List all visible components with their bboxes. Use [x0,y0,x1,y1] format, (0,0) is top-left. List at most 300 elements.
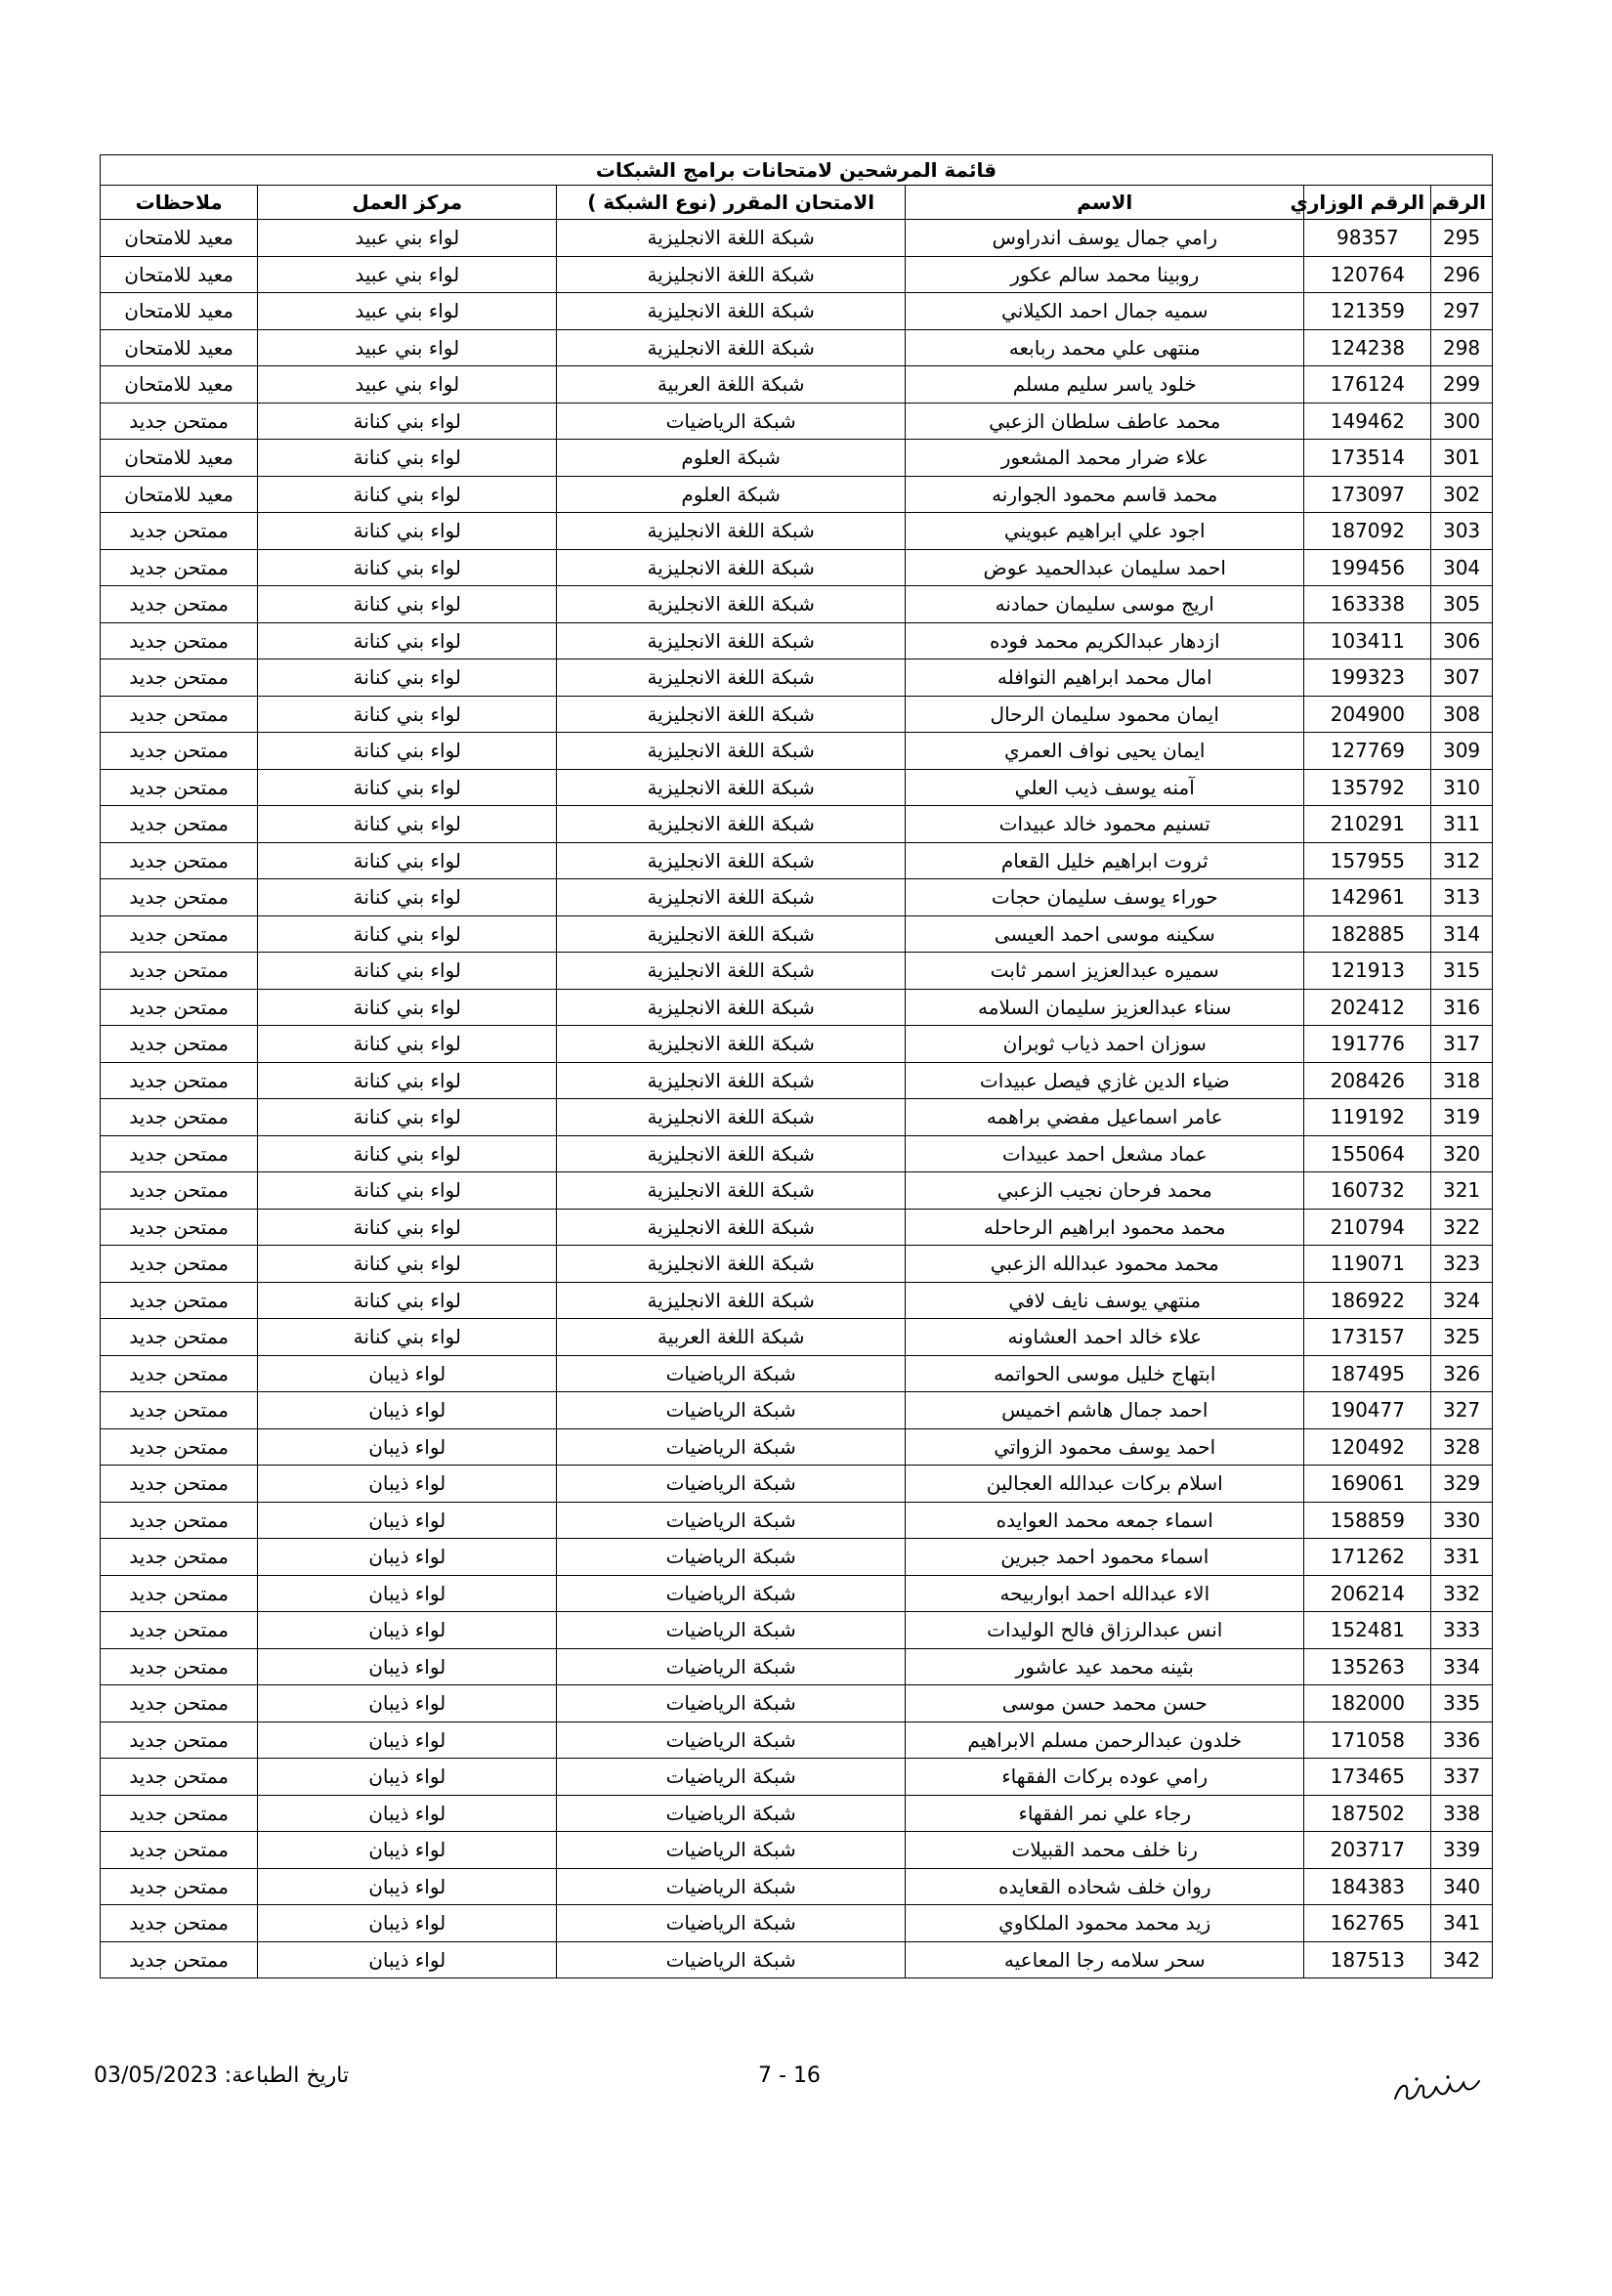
work-center: لواء بني عبيد [258,366,557,404]
candidate-name: حسن محمد حسن موسى [906,1685,1304,1722]
ministry-id: 135263 [1304,1648,1431,1685]
row-note: ممتحن جديد [101,879,258,916]
ministry-id: 186922 [1304,1282,1431,1319]
column-header-name: الاسم [906,186,1304,220]
candidate-name: رجاء علي نمر الفقهاء [906,1795,1304,1832]
work-center: لواء ذيبان [258,1905,557,1942]
candidate-name: سحر سلامه رجا المعاعيه [906,1941,1304,1978]
candidate-name: ثروت ابراهيم خليل القعام [906,842,1304,879]
candidate-name: منتهى علي محمد ربابعه [906,329,1304,366]
ministry-id: 171058 [1304,1722,1431,1759]
column-header-exam: الامتحان المقرر (نوع الشبكة ) [557,186,906,220]
candidate-name: علاء ضرار محمد المشعور [906,440,1304,477]
work-center: لواء بني كنانة [258,806,557,843]
table-row [101,329,1493,366]
exam-type: شبكة اللغة الانجليزية [557,1172,906,1210]
candidate-name: ايمان يحيى نواف العمري [906,733,1304,770]
ministry-id: 119192 [1304,1099,1431,1136]
exam-type: شبكة اللغة الانجليزية [557,1062,906,1099]
row-number: 317 [1431,1026,1493,1063]
work-center: لواء بني عبيد [258,293,557,330]
table-title: قائمة المرشحين لامتحانات برامج الشبكات [101,155,1493,186]
work-center: لواء بني كنانة [258,1026,557,1063]
exam-type: شبكة العلوم [557,476,906,513]
candidate-name: محمد محمود ابراهيم الرحاحله [906,1209,1304,1246]
table-row [101,1612,1493,1649]
exam-type: شبكة العلوم [557,440,906,477]
row-note: ممتحن جديد [101,842,258,879]
candidate-name: سميره عبدالعزيز اسمر ثابت [906,953,1304,990]
work-center: لواء ذيبان [258,1502,557,1539]
exam-type: شبكة اللغة الانجليزية [557,989,906,1026]
table-row [101,842,1493,879]
table-row [101,1209,1493,1246]
row-note: معيد للامتحان [101,293,258,330]
row-number: 318 [1431,1062,1493,1099]
candidate-name: حوراء يوسف سليمان حجات [906,879,1304,916]
work-center: لواء بني كنانة [258,696,557,733]
row-note: ممتحن جديد [101,513,258,550]
ministry-id: 149462 [1304,403,1431,440]
exam-type: شبكة اللغة الانجليزية [557,769,906,806]
exam-type: شبكة الرياضيات [557,403,906,440]
exam-type: شبكة الرياضيات [557,1355,906,1392]
ministry-id: 121359 [1304,293,1431,330]
candidate-name: احمد يوسف محمود الزواتي [906,1428,1304,1466]
row-note: ممتحن جديد [101,989,258,1026]
row-note: ممتحن جديد [101,1648,258,1685]
exam-type: شبكة اللغة الانجليزية [557,549,906,586]
row-number: 338 [1431,1795,1493,1832]
candidate-name: محمد عاطف سلطان الزعبي [906,403,1304,440]
ministry-id: 206214 [1304,1575,1431,1612]
candidate-name: اسماء جمعه محمد العوايده [906,1502,1304,1539]
table-row [101,696,1493,733]
work-center: لواء بني كنانة [258,1319,557,1356]
work-center: لواء ذيبان [258,1539,557,1576]
candidate-name: انس عبدالرزاق فالح الوليدات [906,1612,1304,1649]
row-note: ممتحن جديد [101,915,258,953]
table-row [101,1941,1493,1978]
table-row [101,293,1493,330]
print-date: تاريخ الطباعة: 03/05/2023 [94,2063,350,2088]
table-row [101,806,1493,843]
table-row [101,586,1493,623]
candidate-name: الاء عبدالله احمد ابواربيحه [906,1575,1304,1612]
candidate-name: امال محمد ابراهيم النوافله [906,659,1304,697]
ministry-id: 203717 [1304,1832,1431,1869]
ministry-id: 173465 [1304,1759,1431,1796]
exam-type: شبكة الرياضيات [557,1722,906,1759]
row-number: 320 [1431,1135,1493,1172]
table-row [101,220,1493,257]
work-center: لواء بني كنانة [258,513,557,550]
ministry-id: 127769 [1304,733,1431,770]
table-row [101,1868,1493,1905]
row-number: 299 [1431,366,1493,404]
table-header-row [101,186,1493,220]
row-number: 312 [1431,842,1493,879]
exam-type: شبكة اللغة الانجليزية [557,879,906,916]
exam-type: شبكة الرياضيات [557,1759,906,1796]
table-row [101,1099,1493,1136]
table-row [101,1246,1493,1283]
table-row [101,1575,1493,1612]
table-row [101,1466,1493,1503]
ministry-id: 173097 [1304,476,1431,513]
work-center: لواء ذيبان [258,1722,557,1759]
row-note: ممتحن جديد [101,403,258,440]
ministry-id: 176124 [1304,366,1431,404]
row-number: 321 [1431,1172,1493,1210]
table-row [101,440,1493,477]
exam-type: شبكة اللغة الانجليزية [557,622,906,659]
ministry-id: 171262 [1304,1539,1431,1576]
row-note: ممتحن جديد [101,1612,258,1649]
ministry-id: 173514 [1304,440,1431,477]
exam-type: شبكة اللغة الانجليزية [557,1282,906,1319]
candidate-name: ضياء الدين غازي فيصل عبيدات [906,1062,1304,1099]
ministry-id: 121913 [1304,953,1431,990]
candidate-name: رامي عوده بركات الفقهاء [906,1759,1304,1796]
exam-type: شبكة اللغة الانجليزية [557,220,906,257]
exam-type: شبكة اللغة الانجليزية [557,1246,906,1283]
candidate-name: احمد سليمان عبدالحميد عوض [906,549,1304,586]
ministry-id: 162765 [1304,1905,1431,1942]
candidate-name: روان خلف شحاده القعايده [906,1868,1304,1905]
row-number: 296 [1431,256,1493,293]
ministry-id: 184383 [1304,1868,1431,1905]
row-number: 298 [1431,329,1493,366]
row-number: 303 [1431,513,1493,550]
candidate-name: خلدون عبدالرحمن مسلم الابراهيم [906,1722,1304,1759]
candidate-name: سوزان احمد ذياب ثوبران [906,1026,1304,1063]
work-center: لواء بني كنانة [258,586,557,623]
row-note: ممتحن جديد [101,1685,258,1722]
ministry-id: 135792 [1304,769,1431,806]
work-center: لواء ذيبان [258,1428,557,1466]
row-note: معيد للامتحان [101,476,258,513]
row-number: 325 [1431,1319,1493,1356]
row-note: ممتحن جديد [101,1575,258,1612]
row-number: 334 [1431,1648,1493,1685]
candidate-name: محمد محمود عبدالله الزعبي [906,1246,1304,1283]
column-header-num: الرقم [1431,186,1493,220]
ministry-id: 191776 [1304,1026,1431,1063]
exam-type: شبكة اللغة الانجليزية [557,733,906,770]
exam-type: شبكة اللغة الانجليزية [557,329,906,366]
work-center: لواء بني كنانة [258,733,557,770]
exam-type: شبكة الرياضيات [557,1575,906,1612]
exam-type: شبكة اللغة الانجليزية [557,806,906,843]
row-note: ممتحن جديد [101,1502,258,1539]
table-row [101,366,1493,404]
row-number: 306 [1431,622,1493,659]
candidate-name: ابتهاج خليل موسى الحواتمه [906,1355,1304,1392]
ministry-id: 160732 [1304,1172,1431,1210]
work-center: لواء بني كنانة [258,1246,557,1283]
row-note: ممتحن جديد [101,1722,258,1759]
ministry-id: 199323 [1304,659,1431,697]
work-center: لواء بني كنانة [258,953,557,990]
candidate-name: منتهي يوسف نايف لافي [906,1282,1304,1319]
work-center: لواء ذيبان [258,1685,557,1722]
row-number: 313 [1431,879,1493,916]
row-number: 339 [1431,1832,1493,1869]
candidate-name: تسنيم محمود خالد عبيدات [906,806,1304,843]
row-note: ممتحن جديد [101,953,258,990]
ministry-id: 155064 [1304,1135,1431,1172]
table-row [101,1539,1493,1576]
row-number: 332 [1431,1575,1493,1612]
exam-type: شبكة الرياضيات [557,1685,906,1722]
ministry-id: 204900 [1304,696,1431,733]
ministry-id: 119071 [1304,1246,1431,1283]
exam-type: شبكة الرياضيات [557,1868,906,1905]
work-center: لواء ذيبان [258,1648,557,1685]
table-row [101,1648,1493,1685]
work-center: لواء بني كنانة [258,1099,557,1136]
table-row [101,953,1493,990]
ministry-id: 187495 [1304,1355,1431,1392]
row-number: 316 [1431,989,1493,1026]
candidate-name: احمد جمال هاشم اخميس [906,1392,1304,1429]
ministry-id: 187092 [1304,513,1431,550]
ministry-id: 187502 [1304,1795,1431,1832]
row-number: 328 [1431,1428,1493,1466]
row-number: 326 [1431,1355,1493,1392]
work-center: لواء بني كنانة [258,1209,557,1246]
candidates-table [100,154,1493,1978]
column-header-notes: ملاحظات [101,186,258,220]
work-center: لواء بني كنانة [258,549,557,586]
table-row [101,1392,1493,1429]
row-note: ممتحن جديد [101,1209,258,1246]
exam-type: شبكة اللغة الانجليزية [557,915,906,953]
table-row [101,476,1493,513]
exam-type: شبكة اللغة الانجليزية [557,586,906,623]
table-row [101,1062,1493,1099]
work-center: لواء ذيبان [258,1392,557,1429]
table-row [101,659,1493,697]
candidate-name: عامر اسماعيل مفضي براهمه [906,1099,1304,1136]
row-note: ممتحن جديد [101,1355,258,1392]
row-number: 309 [1431,733,1493,770]
row-note: ممتحن جديد [101,1428,258,1466]
exam-type: شبكة اللغة الانجليزية [557,293,906,330]
work-center: لواء بني كنانة [258,622,557,659]
row-number: 340 [1431,1868,1493,1905]
ministry-id: 142961 [1304,879,1431,916]
ministry-id: 98357 [1304,220,1431,257]
row-note: ممتحن جديد [101,696,258,733]
row-number: 323 [1431,1246,1493,1283]
row-number: 310 [1431,769,1493,806]
table-row [101,403,1493,440]
row-note: ممتحن جديد [101,769,258,806]
row-number: 302 [1431,476,1493,513]
exam-type: شبكة اللغة الانجليزية [557,1026,906,1063]
table-row [101,1502,1493,1539]
exam-type: شبكة الرياضيات [557,1428,906,1466]
table-row [101,1759,1493,1796]
exam-type: شبكة اللغة الانجليزية [557,256,906,293]
row-note: ممتحن جديد [101,1172,258,1210]
row-number: 329 [1431,1466,1493,1503]
work-center: لواء ذيبان [258,1868,557,1905]
exam-type: شبكة اللغة الانجليزية [557,953,906,990]
candidate-name: اسماء محمود احمد جبرين [906,1539,1304,1576]
candidate-name: سناء عبدالعزيز سليمان السلامه [906,989,1304,1026]
candidate-name: سكينه موسى احمد العيسى [906,915,1304,953]
ministry-id: 163338 [1304,586,1431,623]
candidate-name: سميه جمال احمد الكيلاني [906,293,1304,330]
row-number: 337 [1431,1759,1493,1796]
row-number: 300 [1431,403,1493,440]
table-body [101,220,1493,1978]
work-center: لواء ذيبان [258,1759,557,1796]
work-center: لواء ذيبان [258,1575,557,1612]
row-number: 314 [1431,915,1493,953]
exam-type: شبكة اللغة الانجليزية [557,513,906,550]
table-row [101,1319,1493,1356]
ministry-id: 182000 [1304,1685,1431,1722]
exam-type: شبكة اللغة الانجليزية [557,1209,906,1246]
ministry-id: 199456 [1304,549,1431,586]
table-row [101,622,1493,659]
ministry-id: 120492 [1304,1428,1431,1466]
candidate-name: بثينه محمد عيد عاشور [906,1648,1304,1685]
row-note: ممتحن جديد [101,1905,258,1942]
row-number: 342 [1431,1941,1493,1978]
exam-type: شبكة الرياضيات [557,1612,906,1649]
exam-type: شبكة الرياضيات [557,1466,906,1503]
row-note: ممتحن جديد [101,1099,258,1136]
row-note: معيد للامتحان [101,366,258,404]
row-note: ممتحن جديد [101,1392,258,1429]
row-note: معيد للامتحان [101,256,258,293]
table-row [101,769,1493,806]
candidate-name: محمد قاسم محمود الجوارنه [906,476,1304,513]
row-number: 336 [1431,1722,1493,1759]
work-center: لواء بني كنانة [258,1282,557,1319]
row-note: معيد للامتحان [101,220,258,257]
work-center: لواء بني كنانة [258,659,557,697]
row-note: ممتحن جديد [101,1941,258,1978]
work-center: لواء ذيبان [258,1795,557,1832]
work-center: لواء بني كنانة [258,440,557,477]
table-row [101,256,1493,293]
exam-type: شبكة الرياضيات [557,1648,906,1685]
exam-type: شبكة اللغة الانجليزية [557,1099,906,1136]
row-number: 319 [1431,1099,1493,1136]
exam-type: شبكة الرياضيات [557,1941,906,1978]
table-row [101,1428,1493,1466]
exam-type: شبكة الرياضيات [557,1905,906,1942]
work-center: لواء بني عبيد [258,329,557,366]
row-number: 341 [1431,1905,1493,1942]
handwritten-signature-icon [1387,2071,1485,2110]
row-note: ممتحن جديد [101,1832,258,1869]
exam-type: شبكة الرياضيات [557,1795,906,1832]
row-number: 297 [1431,293,1493,330]
work-center: لواء بني كنانة [258,989,557,1026]
candidate-name: محمد فرحان نجيب الزعبي [906,1172,1304,1210]
work-center: لواء بني كنانة [258,915,557,953]
candidate-name: اريج موسى سليمان حمادنه [906,586,1304,623]
table-row [101,1832,1493,1869]
row-note: ممتحن جديد [101,1135,258,1172]
work-center: لواء بني كنانة [258,1062,557,1099]
candidate-name: روبينا محمد سالم عكور [906,256,1304,293]
row-number: 305 [1431,586,1493,623]
exam-type: شبكة الرياضيات [557,1539,906,1576]
row-note: معيد للامتحان [101,440,258,477]
row-number: 301 [1431,440,1493,477]
row-note: ممتحن جديد [101,1466,258,1503]
work-center: لواء بني كنانة [258,769,557,806]
row-number: 322 [1431,1209,1493,1246]
work-center: لواء بني كنانة [258,403,557,440]
row-note: ممتحن جديد [101,1026,258,1063]
row-number: 304 [1431,549,1493,586]
ministry-id: 187513 [1304,1941,1431,1978]
page-number: 16 - 7 [758,2063,821,2088]
exam-type: شبكة اللغة العربية [557,366,906,404]
table-row [101,733,1493,770]
row-note: ممتحن جديد [101,1759,258,1796]
row-number: 308 [1431,696,1493,733]
table-row [101,549,1493,586]
row-note: ممتحن جديد [101,733,258,770]
row-note: ممتحن جديد [101,1539,258,1576]
ministry-id: 169061 [1304,1466,1431,1503]
table-row [101,879,1493,916]
row-note: ممتحن جديد [101,1319,258,1356]
candidate-name: رامي جمال يوسف اندراوس [906,220,1304,257]
row-note: ممتحن جديد [101,1868,258,1905]
row-number: 307 [1431,659,1493,697]
work-center: لواء ذيبان [258,1832,557,1869]
row-note: ممتحن جديد [101,806,258,843]
candidate-name: ازدهار عبدالكريم محمد فوده [906,622,1304,659]
row-note: معيد للامتحان [101,329,258,366]
work-center: لواء بني كنانة [258,1172,557,1210]
ministry-id: 173157 [1304,1319,1431,1356]
work-center: لواء بني كنانة [258,879,557,916]
table-row [101,1355,1493,1392]
ministry-id: 124238 [1304,329,1431,366]
work-center: لواء ذيبان [258,1466,557,1503]
row-number: 315 [1431,953,1493,990]
exam-type: شبكة اللغة العربية [557,1319,906,1356]
candidate-name: اجود علي ابراهيم عبويني [906,513,1304,550]
table-title-row [101,155,1493,186]
row-note: ممتحن جديد [101,1246,258,1283]
row-number: 331 [1431,1539,1493,1576]
candidate-name: اسلام بركات عبدالله العجالين [906,1466,1304,1503]
ministry-id: 103411 [1304,622,1431,659]
ministry-id: 182885 [1304,915,1431,953]
table-row [101,1795,1493,1832]
table-row [101,1905,1493,1942]
ministry-id: 190477 [1304,1392,1431,1429]
row-note: ممتحن جديد [101,622,258,659]
exam-type: شبكة الرياضيات [557,1502,906,1539]
table-row [101,1722,1493,1759]
row-note: ممتحن جديد [101,549,258,586]
candidate-name: آمنه يوسف ذيب العلي [906,769,1304,806]
